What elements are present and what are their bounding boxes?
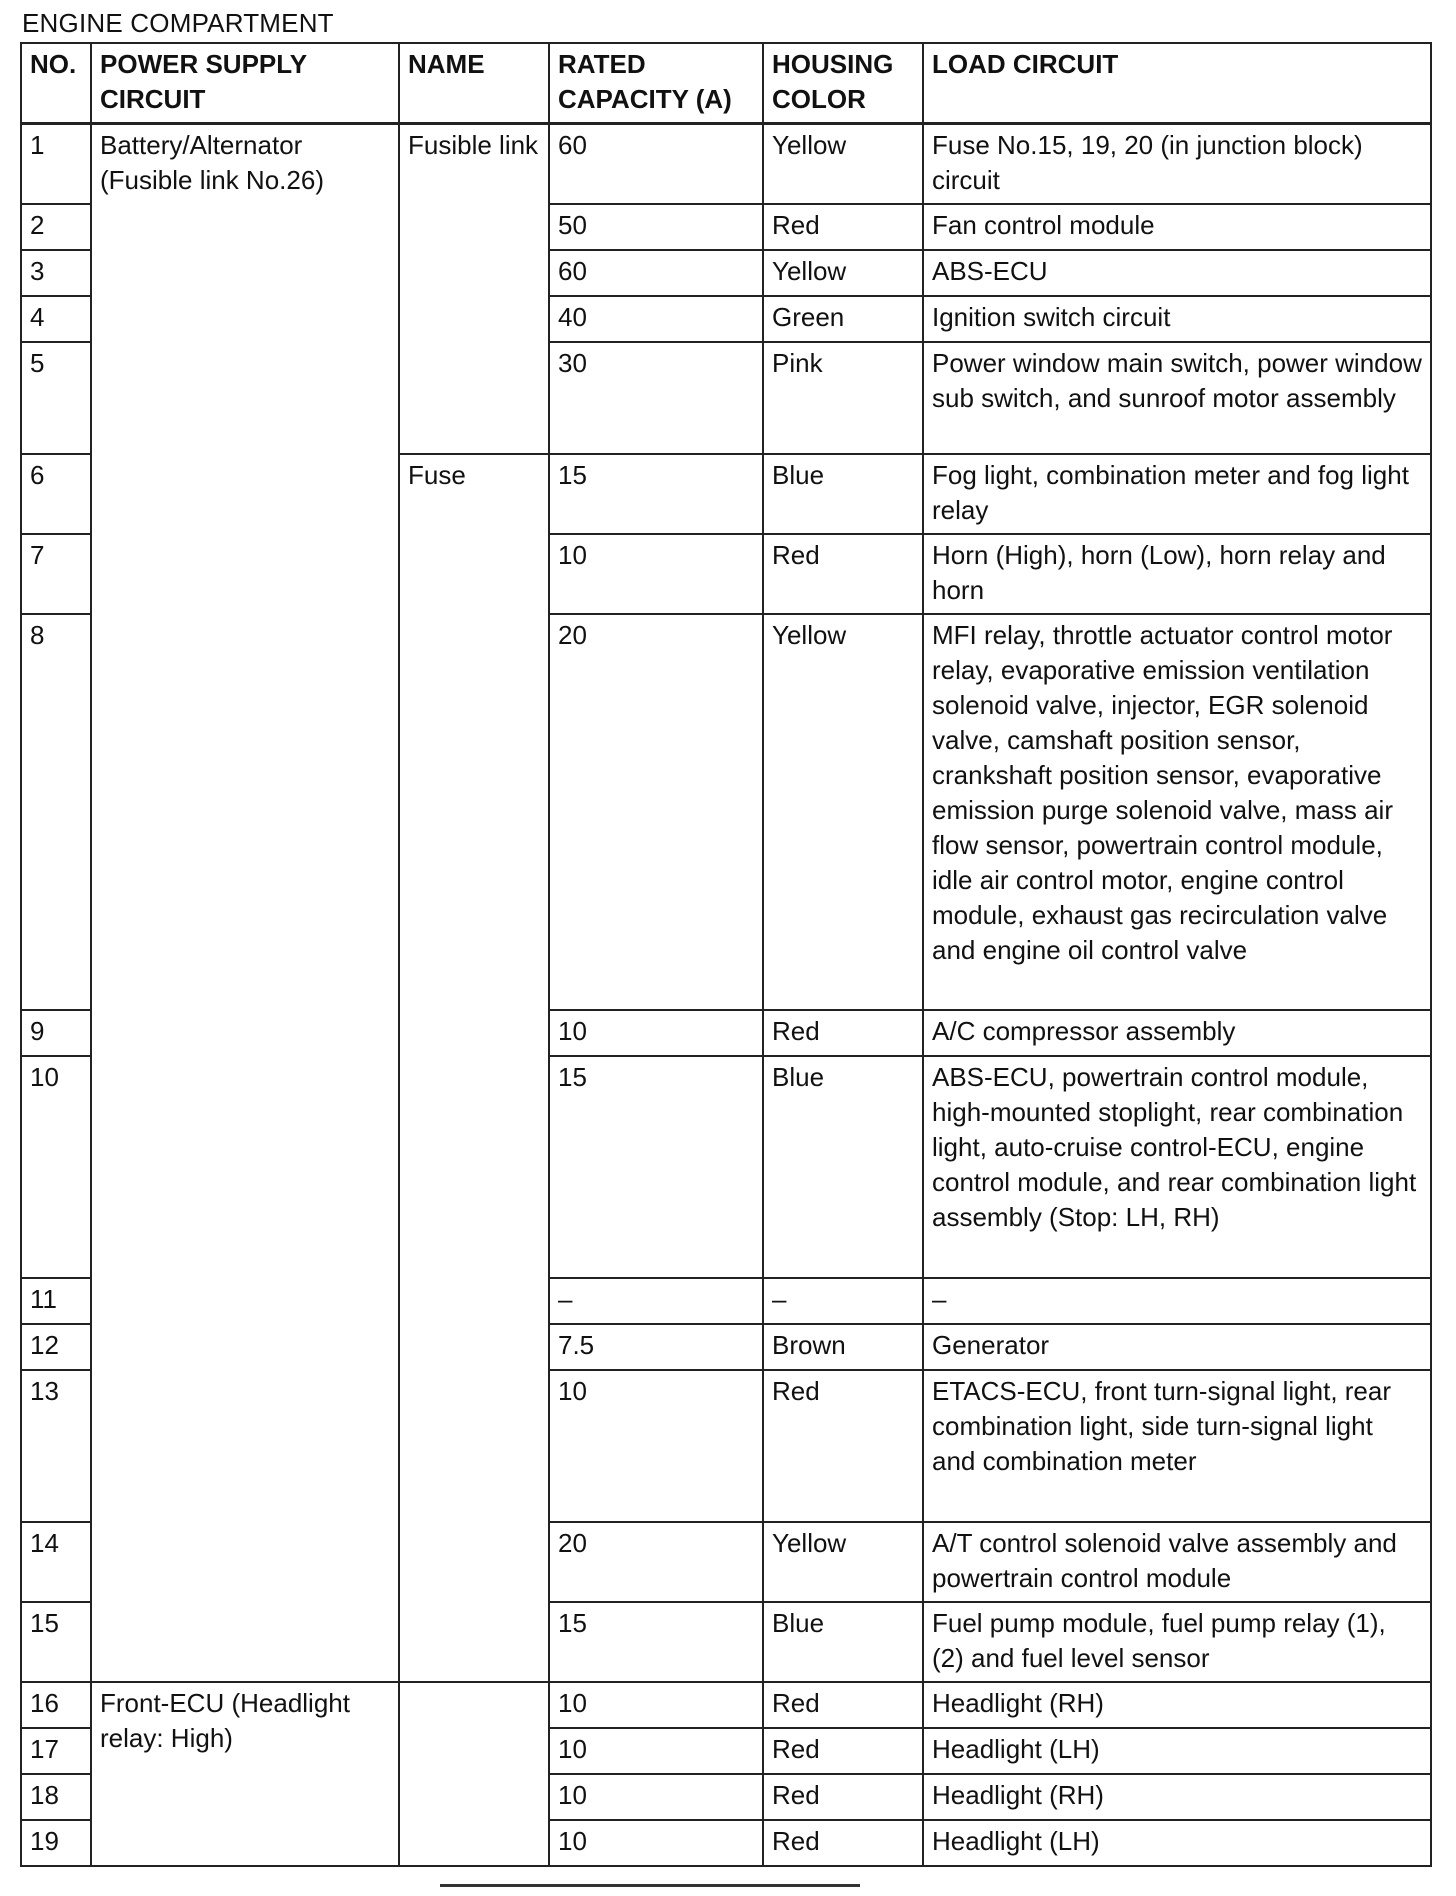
row-color: Red (763, 534, 923, 614)
row-capacity: 10 (549, 534, 763, 614)
row-capacity: 10 (549, 1774, 763, 1820)
row-load: Generator (923, 1324, 1431, 1370)
row-color: Red (763, 204, 923, 250)
row-color: Red (763, 1010, 923, 1056)
row-capacity: 50 (549, 204, 763, 250)
table-row (21, 1682, 1431, 1728)
row-color: Brown (763, 1324, 923, 1370)
row-no: 1 (21, 124, 91, 205)
row-capacity: 10 (549, 1728, 763, 1774)
row-load: Ignition switch circuit (923, 296, 1431, 342)
row-load: MFI relay, throttle actuator control motor relay, evaporative emission ventilation solenoid valve, injector, EGR solenoid valve, camshaft position sensor, crankshaft position sensor, evaporative emission purge solenoid valve, mass air flow sensor, powertrain control module, idle air control motor, engine control module, exhaust gas recirculation valve and engine oil control valve (923, 614, 1431, 1010)
row-no: 18 (21, 1774, 91, 1820)
row-capacity: 15 (549, 454, 763, 534)
row-load: Headlight (LH) (923, 1820, 1431, 1866)
name-fuse-continued (399, 1682, 549, 1866)
row-load: ABS-ECU (923, 250, 1431, 296)
row-color: Red (763, 1370, 923, 1522)
row-no: 19 (21, 1820, 91, 1866)
row-capacity: 15 (549, 1056, 763, 1278)
row-color: Yellow (763, 124, 923, 205)
row-load: Headlight (RH) (923, 1682, 1431, 1728)
row-color: Red (763, 1820, 923, 1866)
row-no: 16 (21, 1682, 91, 1728)
row-color: Green (763, 296, 923, 342)
row-no: 7 (21, 534, 91, 614)
row-no: 2 (21, 204, 91, 250)
row-color: Yellow (763, 1522, 923, 1602)
row-color: Yellow (763, 614, 923, 1010)
table-header-row (21, 43, 1431, 124)
row-color: Red (763, 1682, 923, 1728)
row-capacity: 60 (549, 250, 763, 296)
row-color: Red (763, 1728, 923, 1774)
row-no: 6 (21, 454, 91, 534)
row-color: Pink (763, 342, 923, 454)
row-capacity: 10 (549, 1010, 763, 1056)
row-no: 3 (21, 250, 91, 296)
row-load: Fuse No.15, 19, 20 (in junction block) circuit (923, 124, 1431, 205)
header-power-supply-circuit: POWER SUPPLY CIRCUIT (91, 43, 399, 124)
row-load: Fan control module (923, 204, 1431, 250)
table-row (21, 124, 1431, 205)
row-load: Horn (High), horn (Low), horn relay and horn (923, 534, 1431, 614)
row-load: A/T control solenoid valve assembly and powertrain control module (923, 1522, 1431, 1602)
row-capacity: 20 (549, 1522, 763, 1602)
row-no: 4 (21, 296, 91, 342)
row-color: Blue (763, 1056, 923, 1278)
fuse-table (20, 42, 1432, 1867)
page-title: ENGINE COMPARTMENT (22, 8, 334, 38)
header-no: NO. (21, 43, 91, 124)
row-color: Red (763, 1774, 923, 1820)
row-capacity: 7.5 (549, 1324, 763, 1370)
row-capacity: 20 (549, 614, 763, 1010)
row-no: 15 (21, 1602, 91, 1682)
row-no: 12 (21, 1324, 91, 1370)
header-housing-color: HOUSING COLOR (763, 43, 923, 124)
row-load: ETACS-ECU, front turn-signal light, rear combination light, side turn-signal light and combination meter (923, 1370, 1431, 1522)
row-color: Blue (763, 454, 923, 534)
power-supply-battery-alternator: Battery/Alternator (Fusible link No.26) (91, 124, 399, 1683)
row-capacity: 10 (549, 1370, 763, 1522)
row-no: 14 (21, 1522, 91, 1602)
power-supply-front-ecu: Front-ECU (Headlight relay: High) (91, 1682, 399, 1866)
row-no: 11 (21, 1278, 91, 1324)
row-no: 10 (21, 1056, 91, 1278)
row-no: 5 (21, 342, 91, 454)
row-no: 13 (21, 1370, 91, 1522)
row-capacity: 60 (549, 124, 763, 205)
row-load: – (923, 1278, 1431, 1324)
row-color: – (763, 1278, 923, 1324)
header-load-circuit: LOAD CIRCUIT (923, 43, 1431, 124)
row-load: Fuel pump module, fuel pump relay (1), (2) and fuel level sensor (923, 1602, 1431, 1682)
row-load: A/C compressor assembly (923, 1010, 1431, 1056)
header-name: NAME (399, 43, 549, 124)
name-fusible-link: Fusible link (399, 124, 549, 455)
row-no: 17 (21, 1728, 91, 1774)
row-capacity: 15 (549, 1602, 763, 1682)
row-capacity: 10 (549, 1682, 763, 1728)
row-load: ABS-ECU, powertrain control module, high-mounted stoplight, rear combination light, auto-cruise control-ECU, engine control module, and rear combination light assembly (Stop: LH, RH) (923, 1056, 1431, 1278)
row-capacity: 10 (549, 1820, 763, 1866)
row-capacity: 40 (549, 296, 763, 342)
bottom-rule (440, 1884, 860, 1887)
row-no: 9 (21, 1010, 91, 1056)
row-load: Fog light, combination meter and fog light relay (923, 454, 1431, 534)
row-load: Headlight (RH) (923, 1774, 1431, 1820)
row-no: 8 (21, 614, 91, 1010)
row-color: Yellow (763, 250, 923, 296)
row-capacity: – (549, 1278, 763, 1324)
row-load: Headlight (LH) (923, 1728, 1431, 1774)
name-fuse: Fuse (399, 454, 549, 1682)
row-load: Power window main switch, power window sub switch, and sunroof motor assembly (923, 342, 1431, 454)
row-capacity: 30 (549, 342, 763, 454)
header-rated-capacity: RATED CAPACITY (A) (549, 43, 763, 124)
row-color: Blue (763, 1602, 923, 1682)
